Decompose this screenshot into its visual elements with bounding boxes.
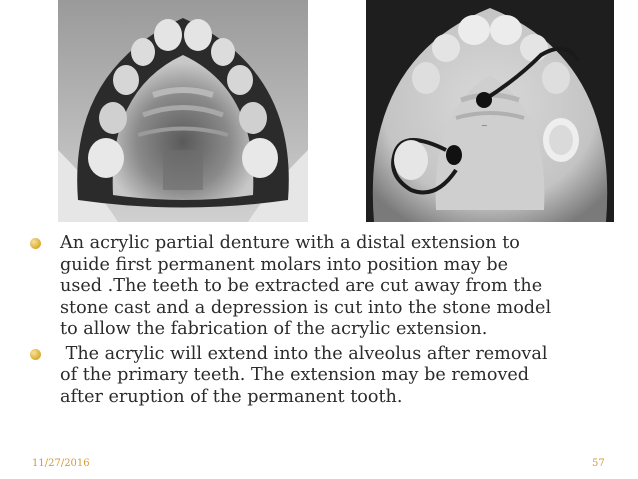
bullet-line: of the primary teeth. The extension may be removed <box>60 365 530 385</box>
bullet-line: used .The teeth to be extracted are cut away from the <box>60 276 543 296</box>
bullet-item <box>24 344 614 409</box>
svg-text:~: ~ <box>481 121 488 130</box>
stone-cast-appliance-photo <box>366 0 614 222</box>
bullet-dot-icon <box>30 238 41 249</box>
bullet-dot-icon <box>30 349 41 360</box>
page-number: 57 <box>592 458 605 469</box>
bullet-line: to allow the fabrication of the acrylic extension. <box>60 319 488 339</box>
bullet-line: after eruption of the permanent tooth. <box>60 386 403 407</box>
maxillary-arch-photo <box>58 0 308 222</box>
bullet-line: stone cast and a depression is cut into the stone model <box>60 297 552 318</box>
footer-date: 11/27/2016 <box>32 458 90 469</box>
bullet-line: guide first permanent molars into position may be <box>60 254 509 275</box>
bullet-line: An acrylic partial denture with a distal extension to <box>60 233 520 253</box>
bullet-list <box>24 233 614 411</box>
bullet-item <box>24 233 614 341</box>
bullet-line: The acrylic will extend into the alveolus after removal <box>60 343 548 364</box>
